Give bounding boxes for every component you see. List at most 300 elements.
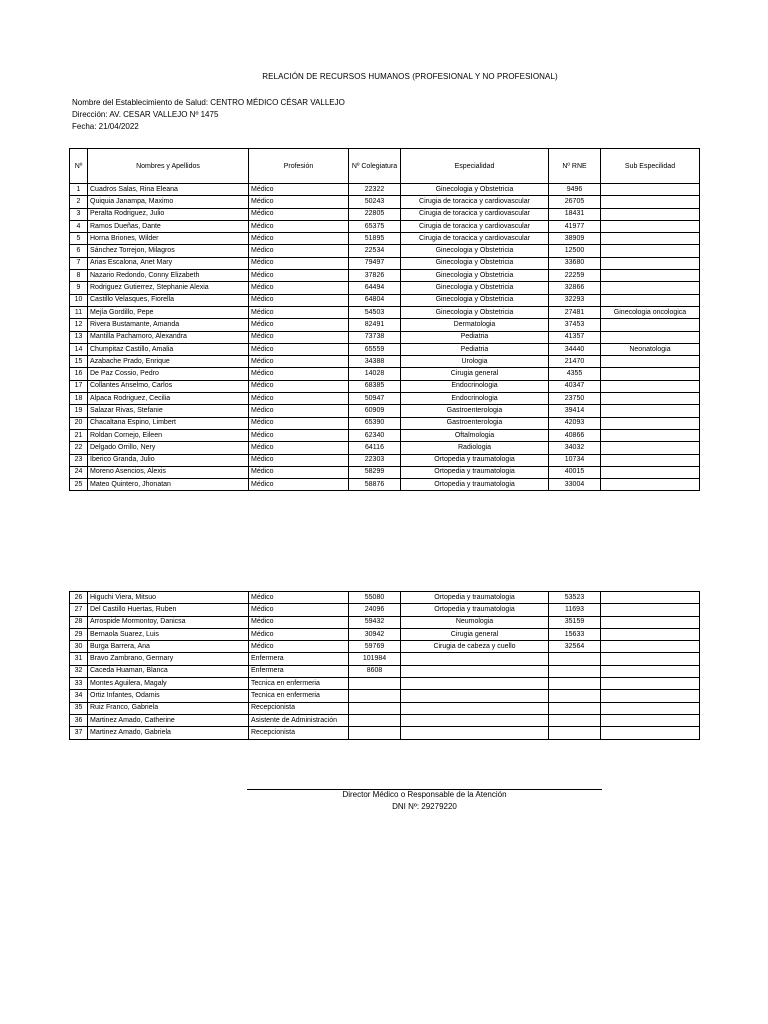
row-profesion: Tecnica en enfermeria [249,678,349,690]
row-profesion: Médico [249,257,349,269]
row-rne: 4355 [549,368,601,380]
row-rne: 40347 [549,380,601,392]
row-profesion: Médico [249,380,349,392]
row-rne: 32293 [549,294,601,306]
row-especialidad: Radiologia [401,442,549,454]
row-especialidad: Ortopedia y traumatologia [401,479,549,491]
row-profesion: Médico [249,454,349,466]
row-profesion: Médico [249,466,349,478]
header-especialidad: Especialidad [401,149,549,184]
row-colegiatura: 54503 [349,306,401,318]
row-profesion: Médico [249,220,349,232]
row-especialidad: Ginecologia y Obstetricia [401,282,549,294]
row-sub-especialidad [601,220,700,232]
row-rne [549,702,601,714]
row-rne: 33004 [549,479,601,491]
table-row [70,417,700,429]
row-nombre: Sánchez Torrejon, Milagros [88,245,249,257]
row-especialidad [401,665,549,677]
row-number: 8 [70,270,88,282]
table-row [70,368,700,380]
table-row [70,628,700,640]
table-row [70,714,700,726]
row-sub-especialidad [601,628,700,640]
row-profesion: Médico [249,282,349,294]
row-number: 4 [70,220,88,232]
row-sub-especialidad [601,454,700,466]
row-colegiatura: 22303 [349,454,401,466]
row-rne [549,678,601,690]
row-nombre: Azabache Prado, Enrique [88,356,249,368]
row-rne: 40866 [549,429,601,441]
row-rne: 34032 [549,442,601,454]
row-colegiatura: 50947 [349,393,401,405]
row-rne: 22259 [549,270,601,282]
table-row [70,331,700,343]
table-row [70,196,700,208]
row-sub-especialidad [601,405,700,417]
row-number: 22 [70,442,88,454]
row-nombre: Ortiz Infantes, Odamis [88,690,249,702]
row-number: 12 [70,319,88,331]
row-colegiatura: 30942 [349,628,401,640]
row-especialidad: Cirugia de cabeza y cuello [401,641,549,653]
row-nombre: Cuadros Salas, Rina Eleana [88,184,249,196]
row-colegiatura: 59769 [349,641,401,653]
row-especialidad [401,727,549,739]
row-sub-especialidad [601,319,700,331]
row-colegiatura: 22534 [349,245,401,257]
row-sub-especialidad [601,714,700,726]
row-sub-especialidad [601,653,700,665]
row-colegiatura: 68385 [349,380,401,392]
row-nombre: Del Castillo Huertas, Ruben [88,604,249,616]
table-row [70,282,700,294]
row-especialidad: Cirugia general [401,628,549,640]
table-row [70,454,700,466]
row-profesion: Enfermera [249,665,349,677]
header-nombres: Nombres y Apellidos [88,149,249,184]
row-especialidad: Ginecologia y Obstetricia [401,294,549,306]
row-profesion: Médico [249,343,349,355]
row-number: 13 [70,331,88,343]
row-profesion: Médico [249,405,349,417]
row-number: 11 [70,306,88,318]
row-nombre: Collantes Anselmo, Carlos [88,380,249,392]
row-rne [549,653,601,665]
row-especialidad [401,690,549,702]
row-nombre: Mejía Gordillo, Pepe [88,306,249,318]
table-row [70,405,700,417]
row-nombre: Mantilla Pachamoro, Alexandra [88,331,249,343]
row-rne: 23750 [549,393,601,405]
row-especialidad: Ortopedia y traumatologia [401,604,549,616]
row-rne [549,665,601,677]
header-num: Nº [70,149,88,184]
row-colegiatura: 65559 [349,343,401,355]
row-colegiatura: 14028 [349,368,401,380]
row-colegiatura: 55080 [349,592,401,604]
establishment-name: Nombre del Establecimiento de Salud: CENTRO MÉDICO CÉSAR VALLEJO [72,98,345,107]
row-colegiatura [349,690,401,702]
row-rne: 21470 [549,356,601,368]
table-row [70,356,700,368]
row-profesion: Médico [249,479,349,491]
row-nombre: Roldan Cornejo, Eileen [88,429,249,441]
row-sub-especialidad [601,678,700,690]
row-rne: 10734 [549,454,601,466]
row-especialidad: Gastroenterologia [401,405,549,417]
row-number: 34 [70,690,88,702]
row-number: 37 [70,727,88,739]
row-colegiatura: 8608 [349,665,401,677]
row-sub-especialidad [601,294,700,306]
row-colegiatura: 50243 [349,196,401,208]
row-nombre: Castillo Velasques, Fiorella [88,294,249,306]
row-sub-especialidad [601,592,700,604]
row-sub-especialidad: Ginecologia oncologica [601,306,700,318]
row-number: 19 [70,405,88,417]
row-especialidad: Ortopedia y traumatologia [401,454,549,466]
row-number: 29 [70,628,88,640]
row-nombre: Mateo Quintero, Jhonatan [88,479,249,491]
row-rne [549,727,601,739]
row-profesion: Médico [249,294,349,306]
row-colegiatura [349,678,401,690]
row-colegiatura: 65390 [349,417,401,429]
table-row [70,665,700,677]
document-title: RELACIÓN DE RECURSOS HUMANOS (PROFESIONAL Y NO PROFESIONAL) [262,72,558,81]
table-row [70,306,700,318]
row-rne [549,690,601,702]
row-colegiatura [349,702,401,714]
row-number: 24 [70,466,88,478]
row-sub-especialidad [601,270,700,282]
row-rne [549,714,601,726]
row-especialidad: Ortopedia y traumatologia [401,592,549,604]
row-especialidad [401,653,549,665]
row-number: 33 [70,678,88,690]
row-number: 31 [70,653,88,665]
row-nombre: Ramos Dueñas, Dante [88,220,249,232]
row-rne: 15633 [549,628,601,640]
row-rne: 32866 [549,282,601,294]
row-nombre: Arrospide Mormontoy, Danicsa [88,616,249,628]
row-nombre: De Paz Cossio, Pedro [88,368,249,380]
row-nombre: Martinez Amado, Catherine [88,714,249,726]
table-row [70,233,700,245]
table-row [70,466,700,478]
row-especialidad [401,714,549,726]
row-number: 7 [70,257,88,269]
row-number: 14 [70,343,88,355]
row-nombre: Higuchi Viera, Mitsuo [88,592,249,604]
row-especialidad: Pediatria [401,331,549,343]
row-especialidad: Dermatologia [401,319,549,331]
row-rne: 12500 [549,245,601,257]
table-row [70,604,700,616]
row-rne: 37453 [549,319,601,331]
row-colegiatura: 22805 [349,208,401,220]
row-profesion: Médico [249,641,349,653]
row-sub-especialidad [601,368,700,380]
row-especialidad: Gastroenterologia [401,417,549,429]
table-row [70,220,700,232]
table-row [70,208,700,220]
row-profesion: Enfermera [249,653,349,665]
row-colegiatura: 22322 [349,184,401,196]
row-number: 32 [70,665,88,677]
row-especialidad: Ginecologia y Obstetricia [401,245,549,257]
row-nombre: Montes Aguilera, Magaly [88,678,249,690]
table-row [70,442,700,454]
row-colegiatura: 64494 [349,282,401,294]
row-sub-especialidad [601,184,700,196]
row-especialidad: Endocrinologia [401,393,549,405]
row-sub-especialidad [601,727,700,739]
table-row [70,257,700,269]
table-row [70,678,700,690]
table-header-row [70,149,700,184]
row-colegiatura: 58876 [349,479,401,491]
row-number: 5 [70,233,88,245]
row-sub-especialidad [601,429,700,441]
row-rne: 39414 [549,405,601,417]
row-especialidad: Ginecologia y Obstetricia [401,270,549,282]
row-nombre: Iberico Granda, Julio [88,454,249,466]
row-rne: 9496 [549,184,601,196]
table-row [70,343,700,355]
row-rne: 34440 [549,343,601,355]
date: Fecha: 21/04/2022 [72,122,139,131]
table-row [70,727,700,739]
row-nombre: Alpaca Rodriguez, Cecilia [88,393,249,405]
table-body-page-1 [70,184,700,491]
address: Dirección: AV. CESAR VALLEJO Nº 1475 [72,110,219,119]
row-rne: 53523 [549,592,601,604]
row-sub-especialidad [601,690,700,702]
row-nombre: Rivera Bustamante, Amanda [88,319,249,331]
row-colegiatura: 101984 [349,653,401,665]
row-colegiatura: 24096 [349,604,401,616]
row-sub-especialidad [601,257,700,269]
row-especialidad: Urologia [401,356,549,368]
row-sub-especialidad [601,331,700,343]
table-row [70,702,700,714]
row-sub-especialidad [601,604,700,616]
table-row [70,429,700,441]
row-colegiatura: 79497 [349,257,401,269]
row-number: 21 [70,429,88,441]
row-profesion: Médico [249,270,349,282]
row-nombre: Nazario Redondo, Conny Elizabeth [88,270,249,282]
row-colegiatura: 73738 [349,331,401,343]
row-sub-especialidad [601,665,700,677]
row-profesion: Médico [249,319,349,331]
row-colegiatura: 51895 [349,233,401,245]
table-row [70,184,700,196]
row-number: 6 [70,245,88,257]
row-sub-especialidad [601,196,700,208]
row-sub-especialidad [601,208,700,220]
row-especialidad: Ortopedia y traumatologia [401,466,549,478]
header-rne: Nº RNE [549,149,601,184]
row-especialidad: Ginecologia y Obstetricia [401,184,549,196]
row-number: 2 [70,196,88,208]
row-number: 15 [70,356,88,368]
row-profesion: Médico [249,368,349,380]
row-profesion: Recepcionista [249,702,349,714]
row-sub-especialidad [601,356,700,368]
row-colegiatura [349,714,401,726]
row-profesion: Médico [249,592,349,604]
row-nombre: Chacaltana Espino, Limbert [88,417,249,429]
row-number: 25 [70,479,88,491]
row-rne: 33680 [549,257,601,269]
row-sub-especialidad [601,442,700,454]
row-number: 23 [70,454,88,466]
row-nombre: Martinez Amado, Gabriela [88,727,249,739]
table-body-page-2 [70,592,700,740]
row-especialidad: Ginecologia y Obstetricia [401,257,549,269]
row-rne: 41977 [549,220,601,232]
row-profesion: Médico [249,429,349,441]
row-number: 27 [70,604,88,616]
row-colegiatura: 62340 [349,429,401,441]
row-number: 26 [70,592,88,604]
row-sub-especialidad [601,641,700,653]
row-colegiatura: 37826 [349,270,401,282]
table-row [70,616,700,628]
row-nombre: Burga Barrera, Ana [88,641,249,653]
table-row [70,245,700,257]
row-rne: 26705 [549,196,601,208]
row-nombre: Arias Escalona, Anet Mary [88,257,249,269]
row-sub-especialidad [601,466,700,478]
table-row [70,393,700,405]
row-profesion: Médico [249,196,349,208]
header-sub-especialidad: Sub Especilidad [601,149,700,184]
row-nombre: Moreno Asencios, Alexis [88,466,249,478]
row-rne: 41357 [549,331,601,343]
row-profesion: Tecnica en enfermeria [249,690,349,702]
row-sub-especialidad [601,282,700,294]
row-nombre: Bravo Zambrano, Germary [88,653,249,665]
row-profesion: Médico [249,208,349,220]
table-row [70,270,700,282]
row-sub-especialidad [601,393,700,405]
row-profesion: Asistente de Administración [249,714,349,726]
table-row [70,380,700,392]
table-row [70,690,700,702]
row-colegiatura: 59432 [349,616,401,628]
row-nombre: Ruiz Franco, Gabriela [88,702,249,714]
row-nombre: Salazar Rivas, Stefanie [88,405,249,417]
table-row [70,319,700,331]
row-profesion: Recepcionista [249,727,349,739]
row-sub-especialidad [601,616,700,628]
row-especialidad: Cirugia de toracica y cardiovascular [401,208,549,220]
row-colegiatura: 34388 [349,356,401,368]
row-sub-especialidad [601,233,700,245]
row-number: 16 [70,368,88,380]
row-colegiatura: 64804 [349,294,401,306]
row-sub-especialidad [601,479,700,491]
row-colegiatura [349,727,401,739]
row-rne: 32564 [549,641,601,653]
row-number: 1 [70,184,88,196]
row-colegiatura: 82491 [349,319,401,331]
row-rne: 42093 [549,417,601,429]
row-especialidad: Neumologia [401,616,549,628]
row-especialidad [401,702,549,714]
row-number: 9 [70,282,88,294]
row-profesion: Médico [249,331,349,343]
row-profesion: Médico [249,245,349,257]
row-nombre: Caceda Huaman, Blanca [88,665,249,677]
signature-dni: DNI Nº: 29279220 [392,802,457,811]
row-profesion: Médico [249,442,349,454]
row-number: 3 [70,208,88,220]
row-nombre: Quiquia Janampa, Maximo [88,196,249,208]
row-sub-especialidad: Neonatologia [601,343,700,355]
row-number: 35 [70,702,88,714]
row-profesion: Médico [249,356,349,368]
row-nombre: Chumpitaz Castillo, Amalia [88,343,249,355]
table-row [70,294,700,306]
row-especialidad: Cirugia de toracica y cardiovascular [401,196,549,208]
row-sub-especialidad [601,417,700,429]
row-number: 10 [70,294,88,306]
row-number: 17 [70,380,88,392]
row-nombre: Horna Briones, Wilder [88,233,249,245]
row-nombre: Rodriguez Gutierrez, Stephanie Alexia [88,282,249,294]
row-profesion: Médico [249,233,349,245]
row-nombre: Peralta Rodriguez, Julio [88,208,249,220]
table-row [70,592,700,604]
row-rne: 18431 [549,208,601,220]
row-nombre: Bernaola Suarez, Luis [88,628,249,640]
table-row [70,653,700,665]
row-especialidad: Cirugia de toracica y cardiovascular [401,220,549,232]
row-sub-especialidad [601,245,700,257]
row-profesion: Médico [249,628,349,640]
row-number: 36 [70,714,88,726]
row-profesion: Médico [249,184,349,196]
row-especialidad: Cirugia de toracica y cardiovascular [401,233,549,245]
header-colegiatura: Nº Colegiatura [349,149,401,184]
row-profesion: Médico [249,616,349,628]
row-especialidad: Ginecologia y Obstetricia [401,306,549,318]
row-rne: 35159 [549,616,601,628]
row-especialidad: Oftalmologia [401,429,549,441]
row-colegiatura: 65375 [349,220,401,232]
row-rne: 40015 [549,466,601,478]
signature-title: Director Médico o Responsable de la Atención [342,790,507,799]
staff-table-page-1 [69,148,700,491]
row-colegiatura: 60909 [349,405,401,417]
table-row [70,641,700,653]
header-profesion: Profesión [249,149,349,184]
row-sub-especialidad [601,702,700,714]
row-number: 18 [70,393,88,405]
staff-table-page-2 [69,591,700,740]
row-colegiatura: 64116 [349,442,401,454]
row-rne: 27481 [549,306,601,318]
row-sub-especialidad [601,380,700,392]
row-colegiatura: 58299 [349,466,401,478]
row-number: 30 [70,641,88,653]
